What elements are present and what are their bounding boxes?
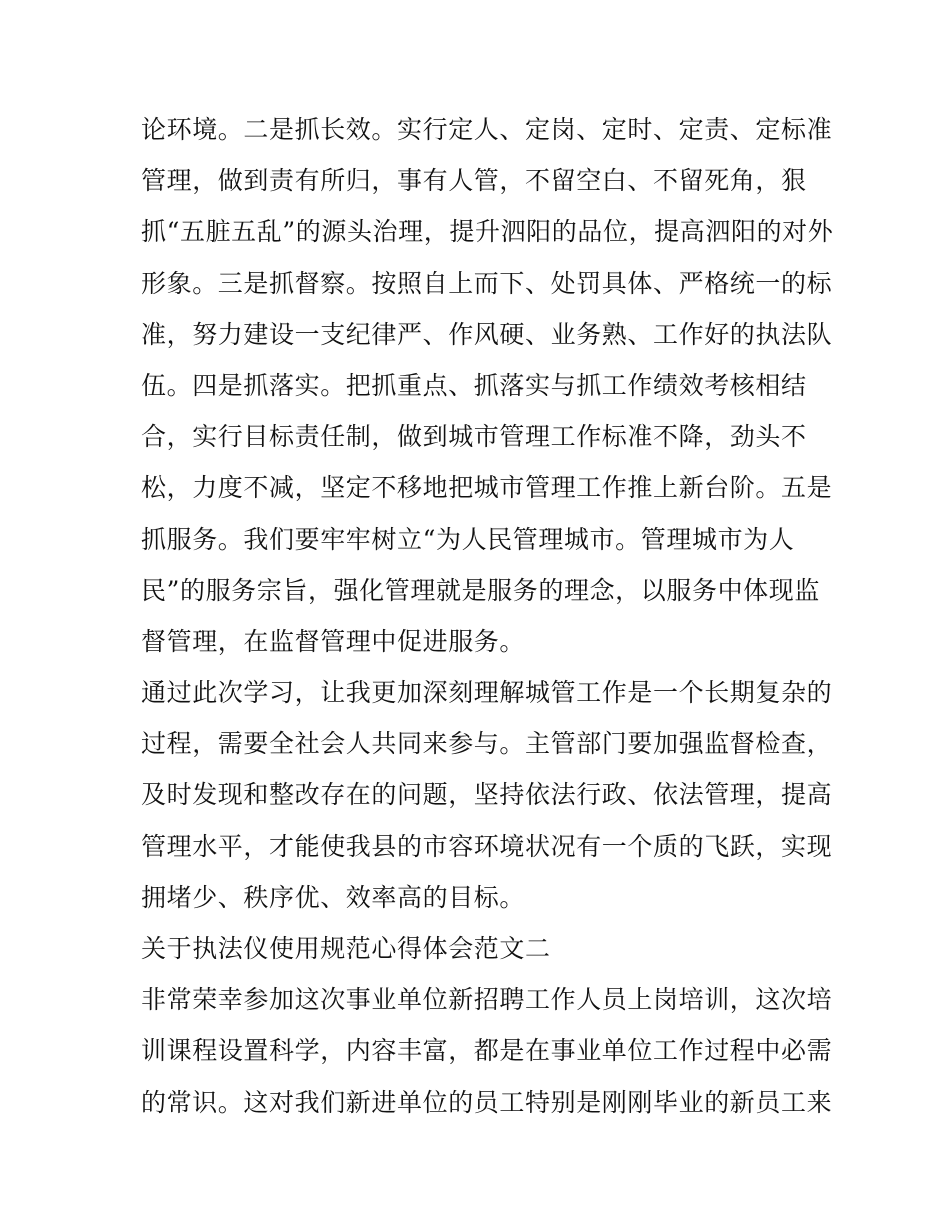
text-line: 抓“五脏五乱”的源头治理，提升泗阳的品位，提高泗阳的对外: [141, 217, 834, 247]
paragraph-start-line: 非常荣幸参加这次事业单位新招聘工作人员上岗培训，这次培: [141, 985, 833, 1015]
text-line: 拥堵少、秩序优、效率高的目标。: [141, 882, 526, 912]
text-line: 的常识。这对我们新进单位的员工特别是刚刚毕业的新员工来: [141, 1087, 833, 1117]
text-line: 伍。四是抓落实。把抓重点、抓落实与抓工作绩效考核相结: [141, 370, 807, 400]
document-body: [141, 104, 834, 1128]
text-line: 训课程设置科学，内容丰富，都是在事业单位工作过程中必需: [141, 1036, 833, 1066]
text-line: 合，实行目标责任制，做到城市管理工作标准不降，劲头不: [141, 422, 807, 452]
text-line: 过程，需要全社会人共同来参与。主管部门要加强监督检查，: [141, 729, 833, 759]
text-line: 论环境。二是抓长效。实行定人、定岗、定时、定责、定标准: [141, 115, 833, 144]
text-line: 管理，做到责有所归，事有人管，不留空白、不留死角，狠: [141, 166, 807, 196]
text-line: 及时发现和整改存在的问题，坚持依法行政、依法管理，提高: [141, 780, 833, 810]
text-line: 准，努力建设一支纪律严、作风硬、业务熟、工作好的执法队: [141, 319, 833, 349]
text-line: 民”的服务宗旨，强化管理就是服务的理念，以服务中体现监: [141, 575, 820, 605]
text-line: 形象。三是抓督察。按照自上而下、处罚具体、严格统一的标: [141, 268, 833, 298]
text-line: 松，力度不减，坚定不移地把城市管理工作推上新台阶。五是: [141, 473, 833, 503]
section-heading: 关于执法仪使用规范心得体会范文二: [141, 934, 551, 963]
text-line: 抓服务。我们要牢牢树立“为人民管理城市。管理城市为人: [141, 524, 795, 554]
paragraph-start-line: 通过此次学习，让我更加深刻理解城管工作是一个长期复杂的: [141, 678, 833, 708]
text-line: 管理水平，才能使我县的市容环境状况有一个质的飞跃，实现: [141, 831, 833, 861]
text-line: 督管理，在监督管理中促进服务。: [141, 626, 526, 656]
